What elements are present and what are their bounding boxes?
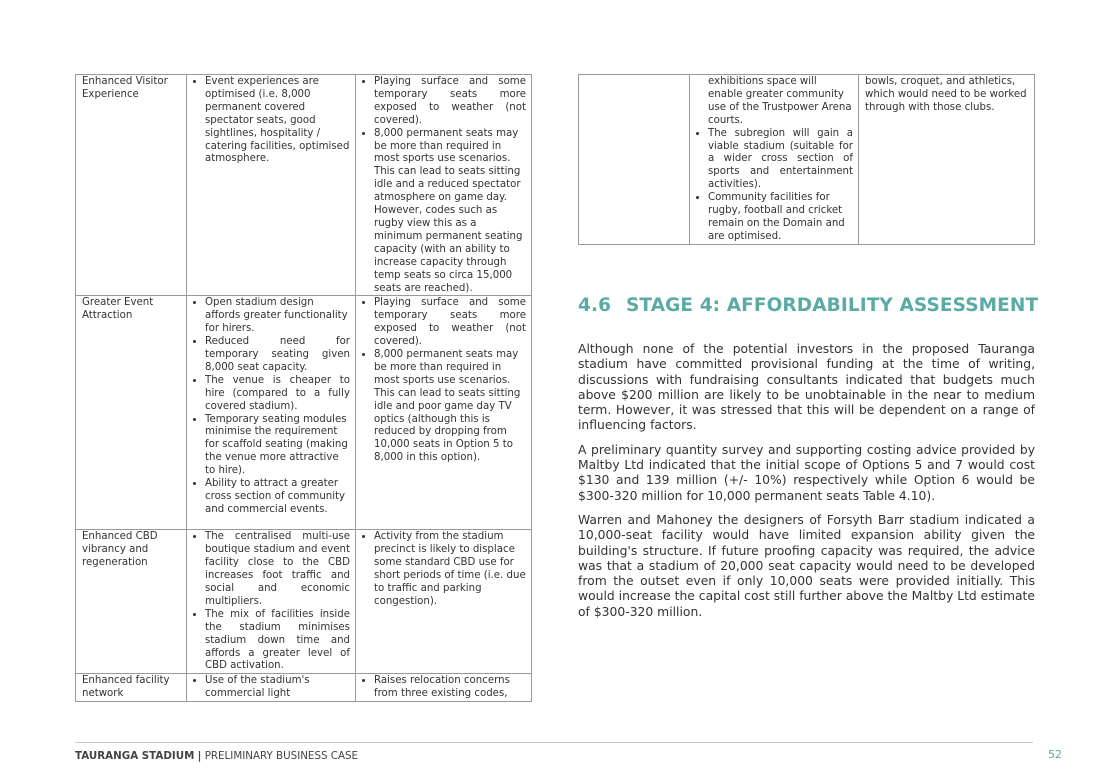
benefit-item: • The subregion will gain a viable stadium (suitable for a wider cross section of sports and entertainment activities).: [708, 128, 853, 193]
issue-item: • Playing surface and some temporary seats more exposed to weather (not covered).: [374, 297, 526, 349]
paragraph: A preliminary quantity survey and supporting costing advice provided by Maltby Ltd indicated that the initial scope of Options 5 and 7 would cost $130 and 139 million (+/- 10%) respectively while Option 6 would be $300-320 million for 10,000 permanent seats Table 4.10).: [578, 442, 1035, 503]
table-row: [76, 530, 532, 674]
benefit-item: • Community facilities for rugby, football and cricket remain on the Domain and are optimised.: [708, 192, 853, 244]
table-row: [579, 75, 1035, 245]
benefit-item: • Temporary seating modules minimise the requirement for scaffold seating (making the venue more attractive to hire).: [205, 414, 350, 479]
issues-cell: [356, 296, 532, 530]
criterion-cell: Enhanced facility network: [76, 674, 187, 702]
footer-document-title: [75, 750, 358, 762]
criterion-cell: Enhanced CBD vibrancy and regeneration: [76, 530, 187, 674]
benefit-item: • The mix of facilities inside the stadium minimises stadium down time and affords a greater level of CBD activation.: [205, 609, 350, 674]
paragraph: Although none of the potential investors in the proposed Tauranga stadium have committed provisional funding at the time of writing, discussions with fundraising consultants indicated that budgets much above $200 million are likely to be unobtainable in the near to medium term. However, it was stressed that this will be dependent on a range of influencing factors.: [578, 342, 1035, 433]
issue-item: • Activity from the stadium precinct is likely to displace some standard CBD use for short periods of time (i.e. due to traffic and parking congestion).: [374, 531, 526, 608]
benefits-cell: [187, 530, 356, 674]
criterion-cell: Enhanced Visitor Experience: [76, 75, 187, 296]
criteria-table-right: [578, 74, 1035, 245]
issues-cell: [356, 75, 532, 296]
criteria-table-continued: [578, 74, 1035, 245]
criteria-table-left: [75, 74, 532, 702]
issues-cell: [356, 674, 532, 702]
benefits-cell: [187, 674, 356, 702]
table-row: [76, 75, 532, 296]
benefit-continued: exhibitions space will enable greater community use of the Trustpower Arena courts.: [708, 76, 852, 126]
benefit-item: • Ability to attract a greater cross section of community and commercial events.: [205, 478, 350, 517]
issues-cell: [859, 75, 1035, 245]
criterion-cell: Greater Event Attraction: [76, 296, 187, 530]
benefits-cell: [187, 296, 356, 530]
benefit-item: • Reduced need for temporary seating given 8,000 seat capacity.: [205, 336, 350, 375]
benefit-item: • The centralised multi-use boutique stadium and event facility close to the CBD increases foot traffic and social and economic multipliers.: [205, 531, 350, 608]
footer-separator: |: [197, 750, 202, 762]
section-body: [578, 342, 1035, 629]
footer-doc-subtitle: PRELIMINARY BUSINESS CASE: [204, 750, 359, 762]
benefits-cell: [187, 75, 356, 296]
paragraph: Warren and Mahoney the designers of Forsyth Barr stadium indicated a 10,000-seat facility would have limited expansion ability given the building's structure. If future proofing capacity was required, the advice was that a stadium of 20,000 seat capacity would need to be developed from the outset even if only 10,000 seats were provided initially. This would increase the capital cost still further above the Maltby Ltd estimate of $300-320 million.: [578, 512, 1035, 619]
footer-doc-title: TAURANGA STADIUM: [75, 750, 195, 762]
benefit-item: • Open stadium design affords greater functionality for hirers.: [205, 297, 350, 336]
table-row: [76, 674, 532, 702]
criterion-cell: [579, 75, 690, 245]
section-number: 4.6: [578, 295, 612, 316]
issue-item: • Playing surface and some temporary seats more exposed to weather (not covered).: [374, 76, 526, 128]
footer-divider: [75, 742, 1033, 743]
criteria-table: [75, 74, 532, 702]
page-number: 52: [1048, 748, 1062, 761]
benefits-cell: [690, 75, 859, 245]
issue-item: • 8,000 permanent seats may be more than required in most sports use scenarios. This can lead to seats sitting idle and a reduced spectator atmosphere on game day. However, codes such as rugby view this as a minimum permanent seating capacity (with an ability to increase capacity through temp seats so circa 15,000 seats are reached).: [374, 128, 526, 296]
table-row: [76, 296, 532, 530]
issue-item: • 8,000 permanent seats may be more than required in most sports use scenarios. This can lead to seats sitting idle and poor game day TV optics (although this is reduced by dropping from 10,000 seats in Option 5 to 8,000 in this option).: [374, 349, 526, 465]
section-heading: [578, 295, 1038, 316]
benefit-item: • The venue is cheaper to hire (compared to a fully covered stadium).: [205, 375, 350, 414]
issues-cell: [356, 530, 532, 674]
issue-continued: bowls, croquet, and athletics, which would need to be worked through with those clubs.: [865, 76, 1027, 113]
benefit-item: • Use of the stadium's commercial light: [205, 675, 350, 701]
benefit-item: • Event experiences are optimised (i.e. 8,000 permanent covered spectator seats, good sightlines, hospitality / catering facilities, optimised atmosphere.: [205, 76, 350, 166]
section-title: STAGE 4: AFFORDABILITY ASSESSMENT: [626, 295, 1039, 316]
issue-item: • Raises relocation concerns from three existing codes,: [374, 675, 526, 701]
